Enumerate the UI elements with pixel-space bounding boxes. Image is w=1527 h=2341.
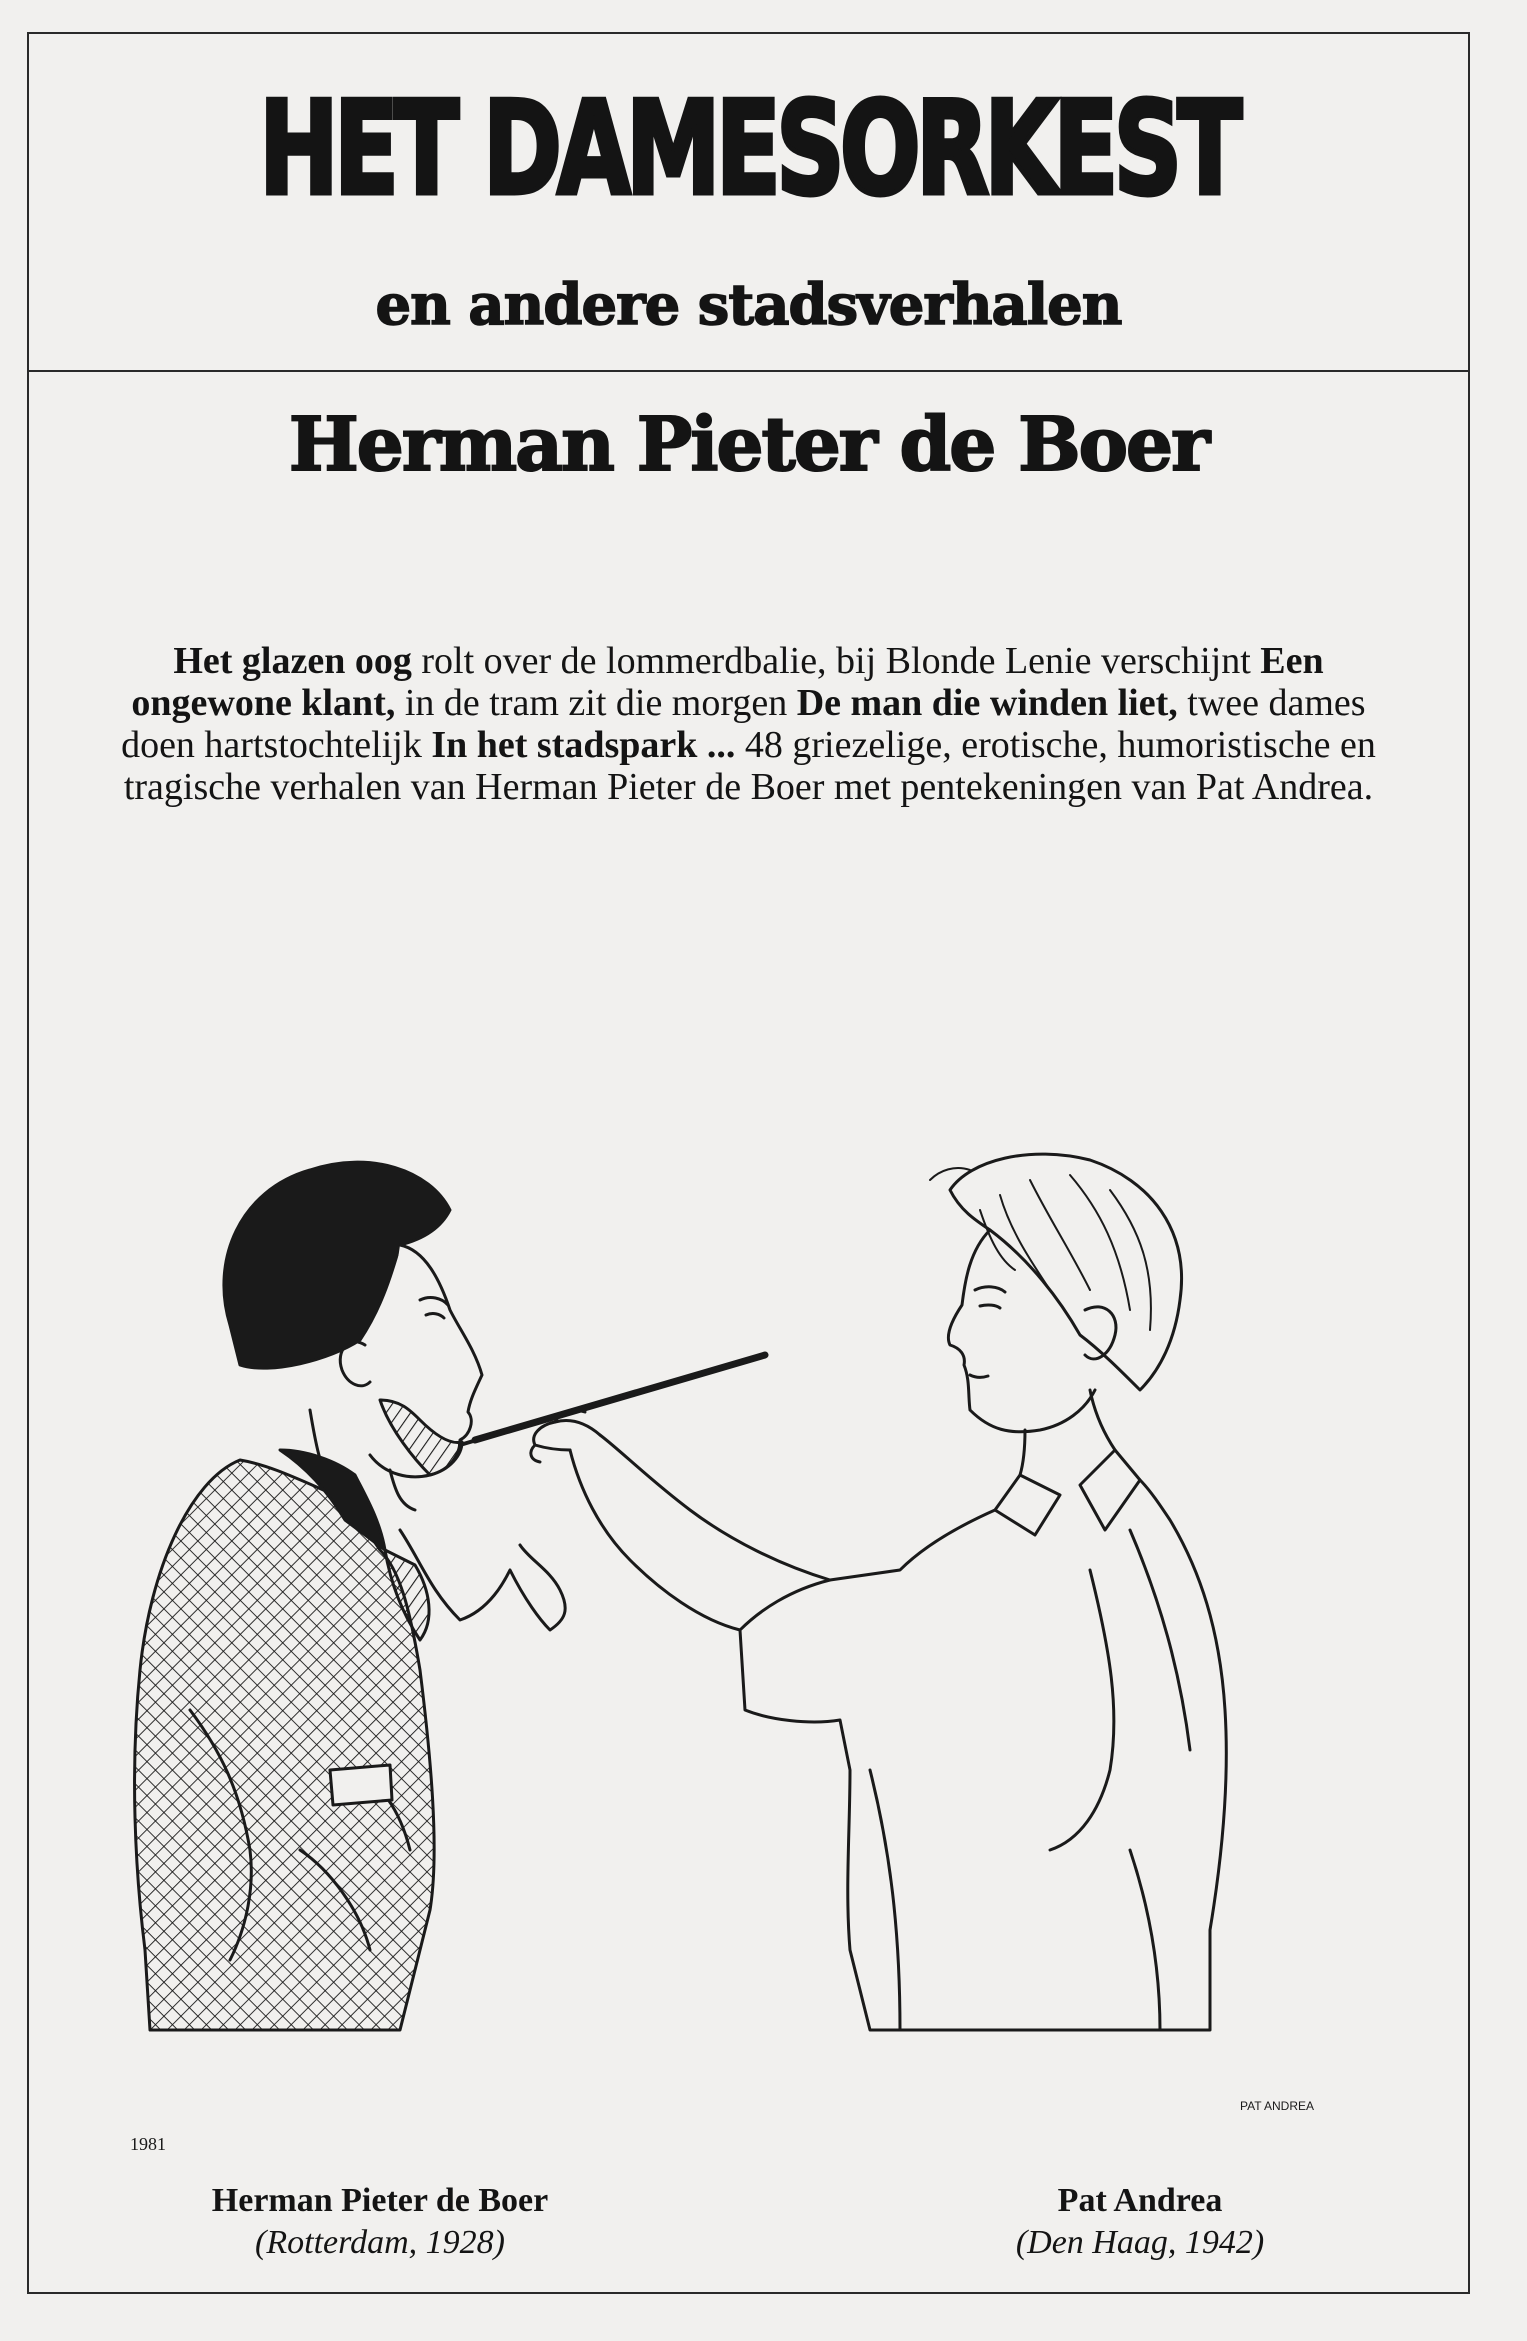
blurb-segment: twee dames doen hartstochtelijk [121,682,1366,766]
blurb-text [120,640,1377,808]
drawing-date-mark: 1981 [130,2134,166,2154]
artist-signature: PAT ANDREA [1240,2099,1315,2113]
caption-left [130,2180,630,2264]
caption-right-name: Pat Andrea [1057,2182,1223,2219]
caption-left-name: Herman Pieter de Boer [211,2182,549,2219]
caption-right [900,2180,1380,2264]
paintbrush-drawing [460,1355,765,1445]
caption-right-place: (Den Haag, 1942) [1015,2224,1265,2261]
pen-drawing-illustration [130,1150,1370,2170]
story-title-ongewone-klant: Een ongewone klant, [131,640,1324,724]
caption-left-place: (Rotterdam, 1928) [255,2224,505,2261]
title-divider [27,370,1470,372]
left-figure-drawing [135,1162,566,2030]
book-subtitle: en andere stadsverhalen [375,272,1122,338]
blurb-segment: rolt over de lommerdbalie, bij Blonde Lenie verschijnt [411,640,1261,682]
story-title-glazen-oog: Het glazen oog [173,640,412,682]
blurb-segment: in de tram zit die morgen [395,682,797,724]
book-title: HET DAMESORKEST [259,75,1238,224]
blurb-segment: 48 griezelige, erotische, humoristische en tragische verhalen van Herman Pieter de Boer met pentekeningen van Pat Andrea. [123,724,1376,808]
story-title-man-winden: De man die winden liet, [796,682,1178,724]
story-title-stadspark: In het stadspark ... [431,724,736,766]
book-author: Herman Pieter de Boer [288,402,1209,488]
right-figure-drawing [531,1154,1226,2030]
